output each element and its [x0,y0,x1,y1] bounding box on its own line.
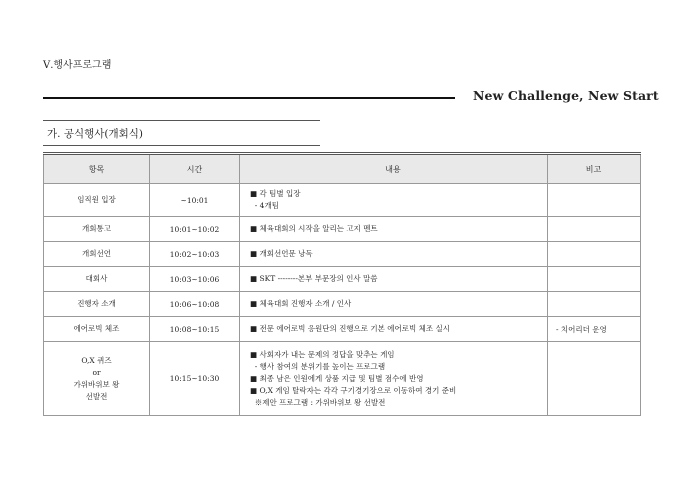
cell-item [44,342,150,416]
cell-content [240,292,548,317]
cell-note: - 치어리더 운영 [548,317,641,342]
cell-note [548,292,641,317]
content-line: ■ 각 팀별 입장 [250,189,301,198]
content-line: ■ 체육대회 진행자 소개 / 인사 [250,299,352,308]
item-line: 개회통고 [82,224,111,233]
content-line: ■ 개회선언문 낭독 [250,249,313,258]
cell-note [548,242,641,267]
table-row [44,242,641,267]
slogan: New Challenge, New Start [473,88,659,103]
content-line: ■ 최종 남은 인원에게 상품 지급 및 팀별 점수에 반영 [250,373,424,383]
item-line: O,X 퀴즈 [81,355,112,365]
header-time: 시간 [150,154,240,184]
cell-item [44,184,150,217]
table-header-row [44,154,641,184]
header-item: 항목 [44,154,150,184]
cell-time: 10:15~10:30 [150,342,240,416]
subsection-rule-bottom [43,145,320,146]
item-line: 대회사 [85,274,108,283]
table-row [44,317,641,342]
cell-content [240,184,548,217]
cell-time: 10:08~10:15 [150,317,240,342]
cell-item [44,242,150,267]
item-line: 임직원 입장 [77,195,116,204]
header-note: 비고 [548,154,641,184]
cell-content [240,267,548,292]
cell-time: 10:03~10:06 [150,267,240,292]
header-rule [43,97,455,99]
program-table [43,152,641,416]
header-content: 내용 [240,154,548,184]
content-line: ■ O,X 게임 탈락자는 각각 구기경기장으로 이동하여 경기 준비 [250,385,457,395]
item-line: 개회선언 [82,249,111,258]
cell-item [44,217,150,242]
cell-content [240,217,548,242]
cell-item [44,267,150,292]
content-line: ■ 사회자가 내는 문제의 정답을 맞추는 게임 [250,349,395,359]
cell-time: 10:01~10:02 [150,217,240,242]
item-line: 가위바위보 왕 [73,379,120,389]
subsection-title: 가. 공식행사(개회식) [47,128,144,140]
cell-note [548,217,641,242]
subsection-rule-top [43,120,320,121]
table-row [44,342,641,416]
item-line: 에어로빅 체조 [73,324,120,333]
content-line: ■ SKT --------본부 부문장의 인사 말씀 [250,274,378,283]
cell-time: 10:02~10:03 [150,242,240,267]
cell-item [44,292,150,317]
table-row [44,267,641,292]
cell-content [240,242,548,267]
section-title: Ⅴ.행사프로그램 [43,60,112,71]
cell-content [240,317,548,342]
item-line: or [92,367,101,377]
table-row [44,292,641,317]
table-row [44,217,641,242]
cell-time: ~10:01 [150,184,240,217]
cell-time: 10:06~10:08 [150,292,240,317]
cell-content [240,342,548,416]
item-line: 선발전 [85,391,108,401]
content-line: ■ 체육대회의 시작을 알리는 고지 멘트 [250,224,378,233]
content-line: - 행사 참여의 분위기를 높이는 프로그램 [250,361,386,371]
cell-note [548,184,641,217]
content-line: ■ 전문 에어로빅 응원단의 진행으로 기본 에어로빅 체조 실시 [250,324,451,333]
cell-item [44,317,150,342]
content-line: - 4개팀 [250,201,279,210]
cell-note [548,267,641,292]
cell-note [548,342,641,416]
table-row [44,184,641,217]
item-line: 진행자 소개 [77,299,116,308]
content-line: ※제안 프로그램 : 가위바위보 왕 선발전 [250,397,386,407]
